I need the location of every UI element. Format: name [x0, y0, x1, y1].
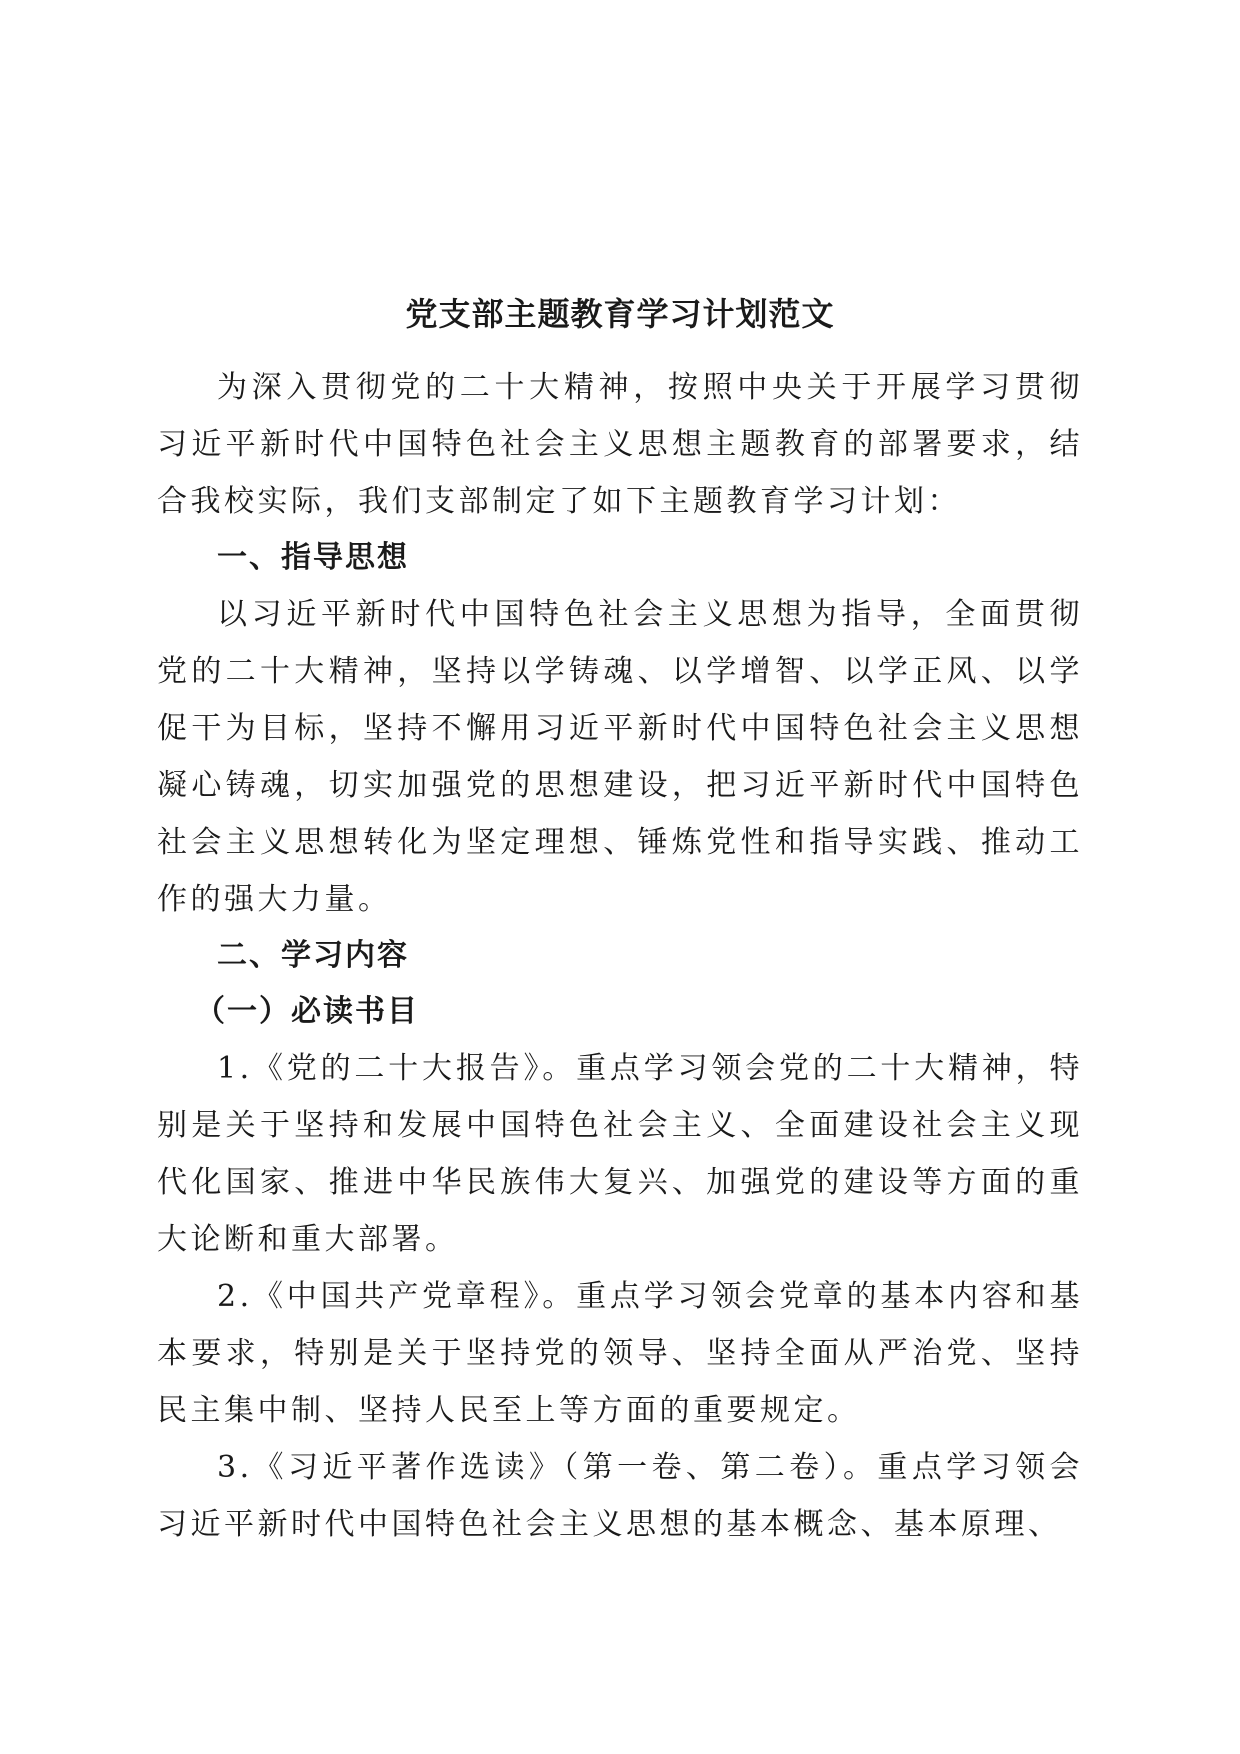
intro-paragraph: 为深入贯彻党的二十大精神，按照中央关于开展学习贯彻习近平新时代中国特色社会主义思想主题教育的部署要求，结合我校实际，我们支部制定了如下主题教育学习计划：	[157, 370, 1083, 519]
document-body	[157, 286, 1083, 1553]
subheading-required-reading: （一）必读书目	[195, 994, 419, 1029]
reading-item-2: 2.《中国共产党章程》。重点学习领会党章的基本内容和基本要求，特别是关于坚持党的领导、坚持全面从严治党、坚持民主集中制、坚持人民至上等方面的重要规定。	[157, 1279, 1083, 1428]
reading-item-1: 1.《党的二十大报告》。重点学习领会党的二十大精神，特别是关于坚持和发展中国特色社会主义、全面建设社会主义现代化国家、推进中华民族伟大复兴、加强党的建设等方面的重大论断和重大部署。	[157, 1051, 1083, 1257]
section-heading-guiding-ideology: 一、指导思想	[217, 540, 409, 575]
reading-item-3: 3.《习近平著作选读》（第一卷、第二卷）。重点学习领会习近平新时代中国特色社会主义思想的基本概念、基本原理、	[157, 1450, 1083, 1542]
guiding-ideology-paragraph: 以习近平新时代中国特色社会主义思想为指导，全面贯彻党的二十大精神，坚持以学铸魂、以学增智、以学正风、以学促干为目标，坚持不懈用习近平新时代中国特色社会主义思想凝心铸魂，切实加强党的思想建设，把习近平新时代中国特色社会主义思想转化为坚定理想、锤炼党性和指导实践、推动工作的强大力量。	[157, 597, 1083, 917]
document-title: 党支部主题教育学习计划范文	[405, 295, 835, 333]
section-heading-study-content: 二、学习内容	[217, 938, 409, 973]
